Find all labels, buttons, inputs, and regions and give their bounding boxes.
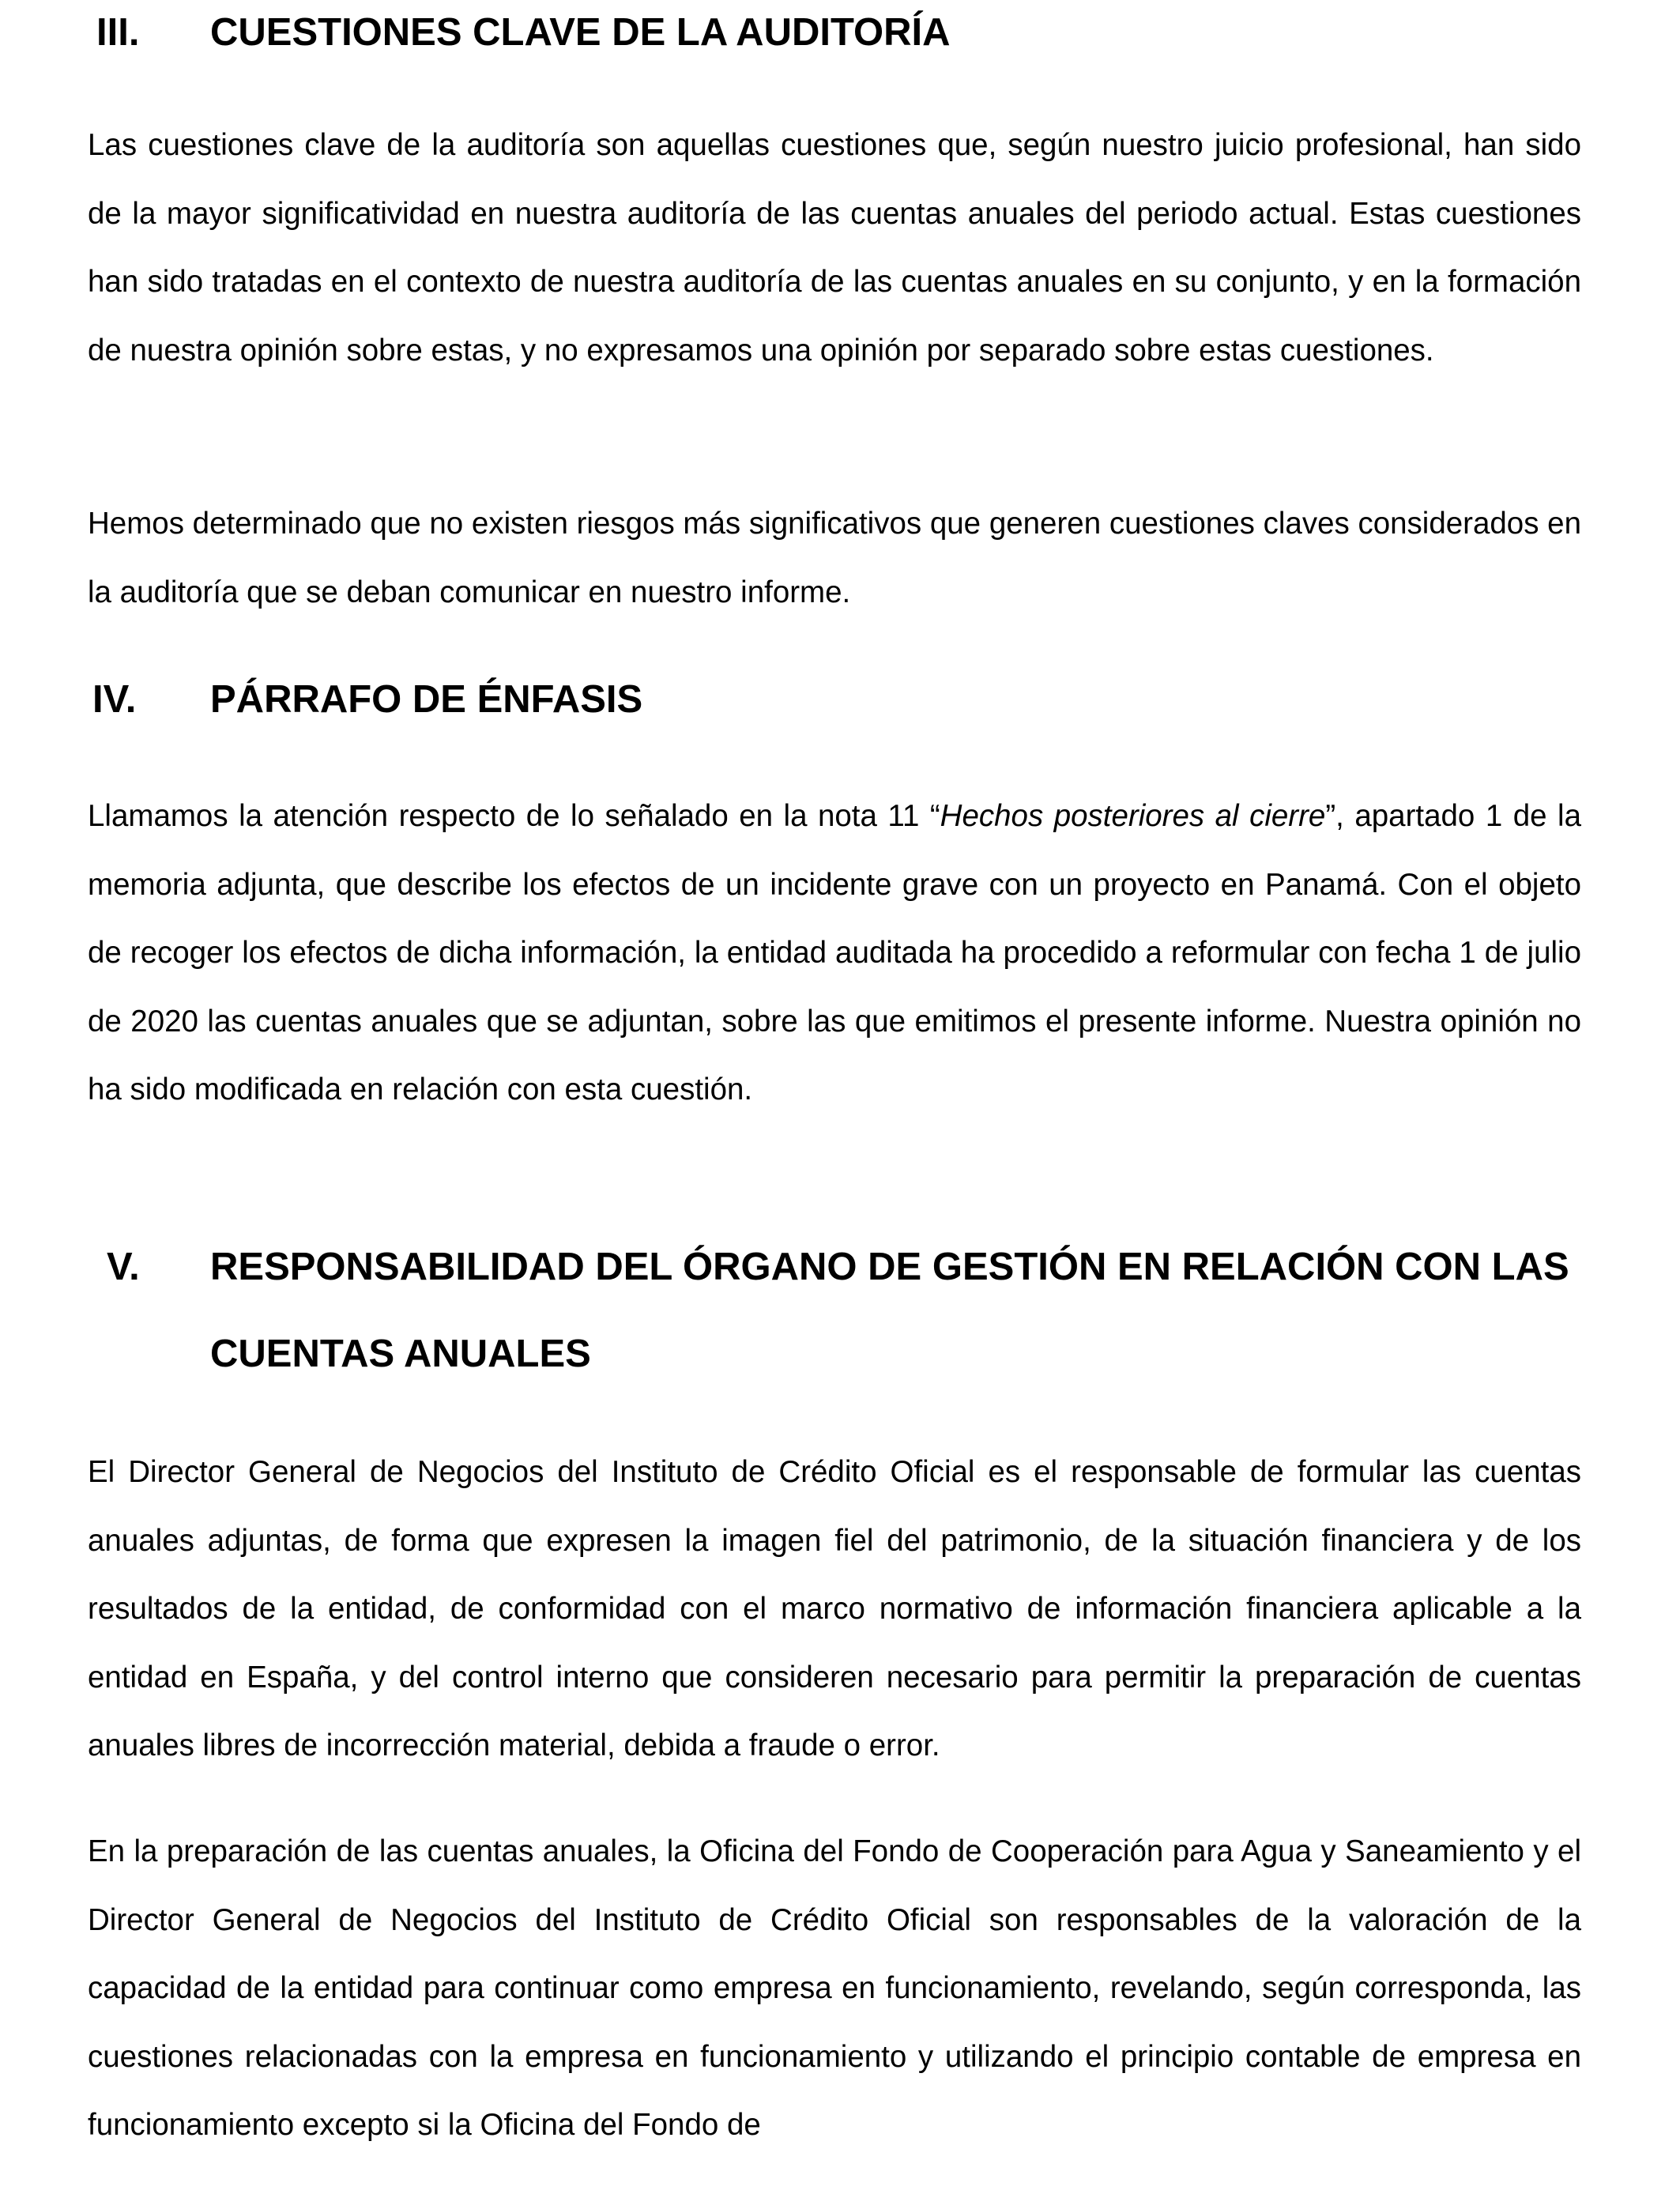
paragraph-emphasis [88,782,1581,1125]
section-number: III. [96,11,140,54]
section-title: RESPONSABILIDAD DEL ÓRGANO DE GESTIÓN EN RELACIÓN CON LAS CUENTAS ANUALES [210,1246,1569,1375]
emphasis-text-start: Llamamos la atención respecto de lo señalado en la nota 11 “ [88,799,940,833]
paragraph-management-responsibility: El Director General de Negocios del Instituto de Crédito Oficial es el responsable de formular las cuentas anuales adjuntas, de forma que expresen la imagen fiel del patrimonio, de la situación financiera y de los resultados de la entidad, de conformidad con el marco normativo de información financiera aplicable a la entidad en España, y del control interno que consideren necesario para permitir la preparación de cuentas anuales libres de incorrección material, debida a fraude o error. [88,1455,1581,1762]
emphasis-text-end: ”, apartado 1 de la memoria adjunta, que describe los efectos de un incidente grave con un proyecto en Panamá. Con el objeto de recoger los efectos de dicha información, la entidad auditada ha procedido a reformular con fecha 1 de julio de 2020 las cuentas anuales que se adjuntan, sobre las que emitimos el presente informe. Nuestra opinión no ha sido modificada en relación con esta cuestión. [88,799,1581,1106]
paragraph-no-significant-risks: Hemos determinado que no existen riesgos más significativos que generen cuestiones claves considerados en la auditoría que se deban comunicar en nuestro informe. [88,507,1581,609]
section-title: CUESTIONES CLAVE DE LA AUDITORÍA [210,11,951,54]
section-number: V. [107,1246,140,1288]
section-number: IV. [92,678,137,721]
paragraph-key-audit-matters: Las cuestiones clave de la auditoría son aquellas cuestiones que, según nuestro juicio profesional, han sido de la mayor significatividad en nuestra auditoría de las cuentas anuales del periodo actual. Estas cuestiones han sido tratadas en el contexto de nuestra auditoría de las cuentas anuales en su conjunto, y en la formación de nuestra opinión sobre estas, y no expresamos una opinión por separado sobre estas cuestiones. [88,128,1581,368]
emphasis-note-title: Hechos posteriores al cierre [940,799,1326,833]
section-title: PÁRRAFO DE ÉNFASIS [210,678,643,721]
paragraph-going-concern: En la preparación de las cuentas anuales, la Oficina del Fondo de Cooperación para Agua y Saneamiento y el Director General de Negocios del Instituto de Crédito Oficial son responsables de la valoración de la capacidad de la entidad para continuar como empresa en funcionamiento, revelando, según corresponda, las cuestiones relacionadas con la empresa en funcionamiento y utilizando el principio contable de empresa en funcionamiento excepto si la Oficina del Fondo de [88,1834,1581,2142]
